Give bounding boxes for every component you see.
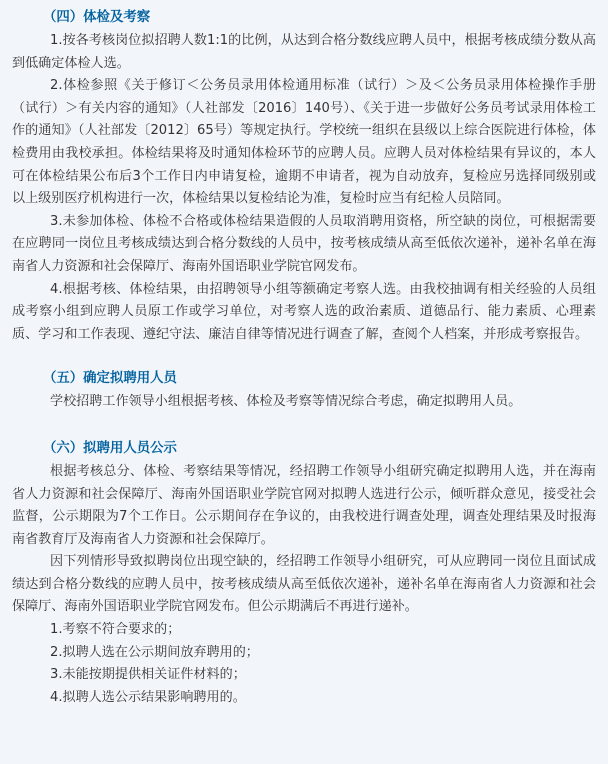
paragraph-disqualification-backfill: 3.未参加体检、体检不合格或体检结果造假的人员取消聘用资格，所空缺的岗位，可根据需要在应聘同一岗位且考核成绩达到合格分数线的人员中，按考核成绩从高至低依次递补，递补名单在海南省人力资源和社会保障厅、海南外国语职业学院官网发布。 [12,213,596,274]
vacancy-conditions-list [12,619,596,709]
list-item: 3.未能按期提供相关证件材料的； [50,667,246,683]
list-item: 1.考察不符合要求的； [50,622,181,638]
section-physical-exam-and-inspection [12,6,596,346]
list-item: 2.拟聘人选在公示期间放弃聘用的； [50,644,259,660]
section-heading-public-notice: （六）拟聘用人员公示 [43,440,177,456]
paragraph-confirm-hires: 学校招聘工作领导小组根据考核、体检及考察等情况综合考虑，确定拟聘用人员。 [50,394,522,410]
paragraph-inspection-procedure: 4.根据考核、体检结果，由招聘领导小组等额确定考察人选。由我校抽调有相关经验的人员组成考察小组到应聘人员原工作或学习单位，对考察人选的政治素质、道德品行、能力素质、心理素质、学习和工作表现、遵纪守法、廉洁自律等情况进行调查了解，查阅个人档案，并形成考察报告。 [12,281,596,342]
section-confirm-hires [12,367,596,414]
paragraph-exam-candidate-ratio: 1.按各考核岗位拟招聘人数1:1的比例，从达到合格分数线应聘人员中，根据考核成绩分数从高到低确定体检人选。 [12,33,596,71]
section-public-notice [12,437,596,710]
list-item: 4.拟聘人选公示结果影响聘用的。 [50,689,246,705]
section-heading-confirm-hires: （五）确定拟聘用人员 [43,371,177,387]
paragraph-public-notice: 根据考核总分、体检、考察结果等情况，经招聘工作领导小组研究确定拟聘用人选，并在海南省人力资源和社会保障厅、海南外国语职业学院官网对拟聘人选进行公示，倾听群众意见，接受社会监督，公示期限为7个工作日。公示期间存在争议的，由我校进行调查处理，调查处理结果及时报海南省教育厅及海南省人力资源和社会保障厅。 [12,463,596,547]
section-spacer [12,346,596,367]
paragraph-vacancy-backfill: 因下列情形导致拟聘岗位出现空缺的，经招聘工作领导小组研究，可从应聘同一岗位且面试成绩达到合格分数线的应聘人员中，按考核成绩从高至低依次递补，递补名单在海南省人力资源和社会保障厅、海南外国语职业学院官网发布。但公示期满后不再进行递补。 [12,554,596,615]
section-heading-physical-exam: （四）体检及考察 [43,10,151,25]
paragraph-exam-standards: 2.体检参照《关于修订＜公务员录用体检通用标准（试行）＞及＜公务员录用体检操作手册（试行）＞有关内容的通知》（人社部发〔2016〕140号）、《关于进一步做好公务员考试录用体检工作的通知》（人社部发〔2012〕65号）等规定执行。学校统一组织在县级以上综合医院进行体检，体检费用由我校承担。体检结果将及时通知体检环节的应聘人员。应聘人员对体检结果有异议的，本人可在体检结果公布后3个工作日内申请复检，逾期不申请者，视为自动放弃，复检应另选择同级别或以上级别医疗机构进行一次，体检结果以复检结论为准，复检时应当有纪检人员陪同。 [12,78,596,207]
section-spacer [12,414,596,437]
